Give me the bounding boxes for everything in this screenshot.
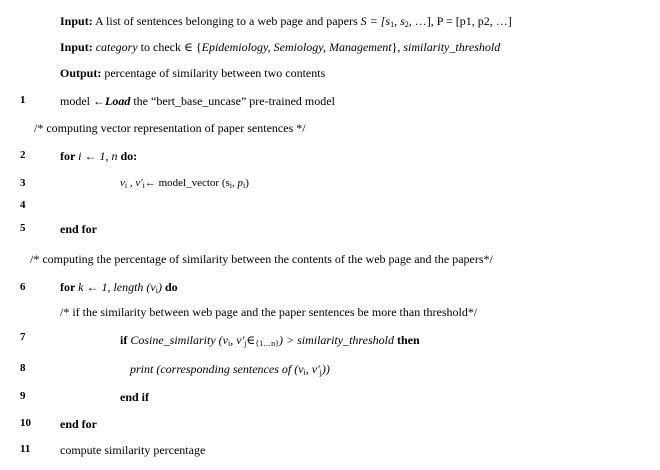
loop-range: ): [158, 280, 165, 294]
line-number: 8: [20, 362, 26, 374]
line-3: [120, 176, 249, 190]
line-1: [60, 94, 335, 108]
output-label: Output:: [60, 66, 102, 80]
do-keyword: do:: [120, 149, 138, 163]
code-var: , v': [127, 177, 143, 189]
print-call: )): [321, 362, 330, 376]
input-math: , …], P = [p1, p2, …]: [408, 14, 512, 28]
line-number: 4: [20, 199, 26, 211]
line-number: 11: [20, 443, 31, 455]
line-8: [130, 362, 330, 376]
loop-var: i: [78, 149, 82, 163]
code-sub: i: [142, 181, 145, 190]
code-sub: i: [124, 181, 128, 190]
cosine-call: , v': [230, 333, 245, 347]
print-call: print (corresponding sentences of (v: [130, 362, 304, 376]
for-keyword: for: [60, 280, 79, 294]
cosine-call: ) > similarity_threshold: [278, 333, 397, 347]
line-9-end-if: end if: [120, 390, 150, 404]
do-keyword: do: [165, 280, 178, 294]
code-text: ∈: [246, 333, 256, 347]
code-sub: i: [229, 181, 233, 190]
code-var: , p: [232, 177, 244, 189]
cosine-call: Cosine_similarity (v: [130, 333, 229, 347]
code-text: ← model_vector (s: [144, 177, 230, 189]
loop-range: ← 1, length (v: [83, 280, 156, 294]
line-number: 9: [20, 390, 26, 402]
loop-range: ← 1, n: [81, 149, 121, 163]
code-text: ): [245, 177, 249, 189]
line-11: compute similarity percentage: [60, 443, 206, 457]
output-text: percentage of similarity between two contents: [101, 66, 326, 80]
code-sub: i: [155, 286, 158, 295]
output-line: [60, 66, 325, 80]
comment-1: /* computing vector representation of paper sentences */: [34, 121, 306, 135]
category-options: Epidemiology, Semiology, Management: [201, 40, 392, 54]
threshold-text: similarity_threshold: [403, 40, 501, 54]
line-number: 2: [20, 149, 26, 161]
loop-var: k: [78, 280, 84, 294]
line-10-end-for: end for: [60, 417, 97, 431]
code-text: the “bert_base_uncase” pre-trained model: [130, 94, 335, 108]
if-keyword: if: [120, 333, 131, 347]
line-6: [60, 280, 178, 294]
line-number: 3: [20, 177, 26, 189]
line-5-end-for: end for: [60, 222, 97, 236]
comment-2: /* computing the percentage of similarity between the contents of the web page and the papers*/: [30, 252, 493, 266]
line-7: [120, 333, 420, 347]
input-line-2: [60, 40, 500, 54]
comment-3: /* if the similarity between web page and the paper sentences be more than threshold*/: [60, 305, 478, 319]
input-text: A list of sentences belonging to a web page and papers: [92, 14, 361, 28]
print-call: , v': [305, 362, 320, 376]
line-number: 6: [20, 281, 26, 293]
check-text: },: [391, 40, 404, 54]
code-sub: j: [319, 368, 322, 377]
code-sub: i: [243, 181, 246, 190]
code-sub: i: [303, 368, 306, 377]
input-label: Input:: [60, 14, 93, 28]
input-line-1: [60, 14, 512, 28]
input-sub: 1: [390, 20, 395, 29]
input-math: S = [s: [360, 14, 391, 28]
input-label: Input:: [60, 40, 93, 54]
code-text: model ←: [60, 94, 105, 108]
line-number: 5: [20, 222, 26, 234]
input-math: , s: [394, 14, 405, 28]
input-sub: 2: [404, 20, 409, 29]
then-keyword: then: [396, 333, 420, 347]
line-number: 10: [20, 417, 31, 429]
line-number: 7: [20, 331, 26, 343]
category-text: category: [92, 40, 138, 54]
load-keyword: Load: [105, 94, 131, 108]
code-var: v: [120, 177, 125, 189]
check-text: to check ∈ {: [137, 40, 202, 54]
for-keyword: for: [60, 149, 79, 163]
code-sub: {1…n}: [255, 339, 279, 348]
code-sub: i: [228, 339, 231, 348]
line-number: 1: [20, 94, 26, 106]
line-2: [60, 149, 137, 163]
code-sub: j: [244, 339, 247, 348]
